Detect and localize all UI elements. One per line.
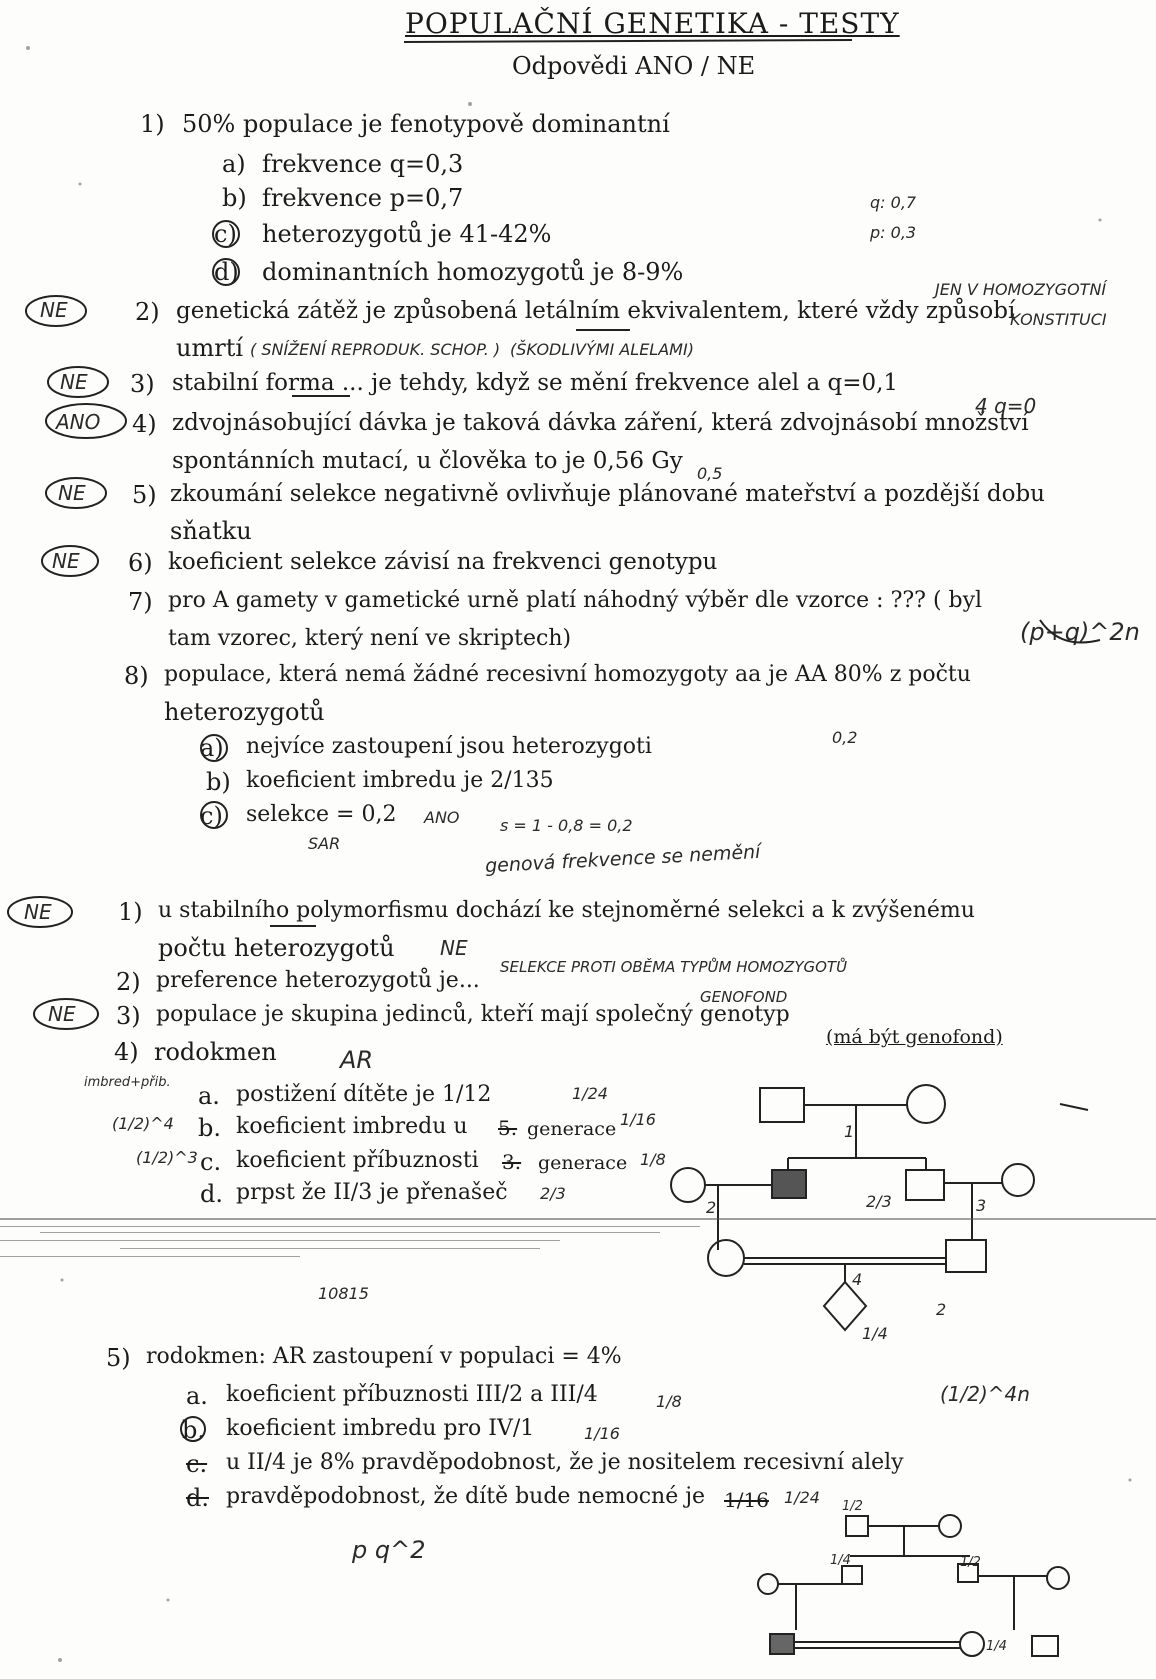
s2-q4-c-val: 1/8 — [640, 1150, 666, 1169]
s2-q5-a-label: a. — [186, 1382, 208, 1410]
ped1-label-3: 3 — [976, 1196, 987, 1215]
ped2-label-2: 1/4 — [830, 1553, 851, 1568]
s1-q8-c-label: c) — [200, 802, 223, 830]
s2-q4-ar: AR — [340, 1046, 374, 1074]
s2-q1-ne-note: NE — [440, 936, 468, 960]
s1-q1-text: 50% populace je fenotypově dominantní — [182, 110, 670, 138]
s2-q5-c-text: u II/4 je 8% pravděpodobnost, že je nositelem recesivní alely — [226, 1450, 904, 1475]
s1-q5-number: 5) — [132, 481, 157, 509]
s2-q5-side: (1/2)^4n — [940, 1382, 1030, 1406]
s2-q4-c-pow: (1/2)^3 — [136, 1148, 198, 1167]
s1-q3-ne-mark: NE — [60, 370, 88, 394]
ped1-gen2-male — [906, 1170, 944, 1200]
s1-q6-text: koeficient selekce závisí na frekvenci genotypu — [168, 549, 718, 575]
ped1-gen2-right-female — [1002, 1164, 1034, 1196]
s2-q1-number: 1) — [118, 898, 143, 926]
s2-q5-pq: p q^2 — [352, 1536, 426, 1564]
s1-q8-number: 8) — [124, 662, 149, 690]
s2-q3-number: 3) — [116, 1002, 141, 1030]
s1-q4-cont: spontánních mutací, u člověka to je 0,56 Gy — [172, 448, 683, 474]
s2-q4-number: 4) — [114, 1038, 139, 1066]
s1-q1-b-text: frekvence p=0,7 — [262, 184, 464, 212]
s2-q5-c-label: c. — [186, 1450, 208, 1478]
ped1-label-5: 2 — [936, 1300, 947, 1319]
s2-q5-b-val: 1/16 — [584, 1424, 620, 1443]
s1-q1-c-circle — [213, 221, 239, 247]
pedigree-1 — [671, 1085, 1034, 1330]
s1-q2-side2: KONSTITUCI — [1010, 310, 1107, 329]
s1-q5-cont: sňatku — [170, 517, 252, 545]
s2-q5-a-val: 1/8 — [656, 1392, 682, 1411]
s1-q2-cont: umrtí — [176, 334, 244, 362]
s1-q8-text: populace, která nemá žádné recesivní homozygoty aa je AA 80% z počtu — [164, 662, 971, 687]
s2-q4-a-text: postižení dítěte je 1/12 — [236, 1082, 492, 1107]
s2-q2-note2: GENOFOND — [700, 988, 788, 1006]
s1-q4-number: 4) — [132, 410, 157, 438]
ped1-gen3-female — [708, 1240, 744, 1276]
s1-q8-calc: s = 1 - 0,8 = 0,2 — [500, 816, 633, 835]
s2-q2-number: 2) — [116, 968, 141, 996]
s1-q5-ne-mark: NE — [58, 481, 86, 505]
page-subtitle: Odpovědi ANO / NE — [512, 52, 756, 80]
s2-q5-a-text: koeficient příbuznosti III/2 a III/4 — [226, 1382, 598, 1407]
s1-q8-a-label: a) — [200, 734, 224, 762]
s2-q4-d-val: 2/3 — [540, 1184, 566, 1203]
s2-q1-ne-circle — [8, 897, 72, 927]
s2-q4-d-label: d. — [200, 1180, 223, 1208]
s2-q5-d-text: pravděpodobnost, že dítě bude nemocné je — [226, 1484, 706, 1509]
s1-q1-b-label: b) — [222, 184, 247, 212]
s1-q1-c-label: c) — [214, 220, 237, 248]
s1-q8-val: 0,2 — [832, 728, 858, 747]
s1-q2-text: genetická zátěž je způsobená letálním ekvivalentem, které vždy způsobí — [176, 298, 1016, 324]
s1-q8-c-text: selekce = 0,2 — [246, 802, 397, 827]
s1-q8-sar: SAR — [308, 834, 341, 853]
s1-q2-paren1: ( SNÍŽENÍ REPRODUK. SCHOP. ) — [250, 340, 501, 359]
s1-q1-a-label: a) — [222, 150, 246, 178]
s2-q4-foot: 10815 — [318, 1284, 369, 1303]
ped1-gen1-male — [760, 1088, 804, 1122]
s1-q2-ne-circle — [26, 296, 86, 326]
s2-q5-d-val: 1/24 — [784, 1488, 820, 1507]
title-underline — [404, 40, 852, 42]
s2-q5-b-text: koeficient imbredu pro IV/1 — [226, 1416, 535, 1441]
s2-q4-c-tail: generace — [538, 1152, 628, 1174]
s1-q3-text: stabilní forma ... je tehdy, když se mění frekvence alel a q=0,1 — [172, 370, 899, 396]
s1-q8-cont: heterozygotů — [164, 698, 325, 726]
s1-q7-number: 7) — [128, 588, 153, 616]
s1-q3-side: 4 q=0 — [975, 394, 1037, 418]
ped1-gen2-affected-male — [772, 1170, 806, 1198]
s1-q2-ne-mark: NE — [40, 298, 68, 322]
ped2-label-1: 1/2 — [842, 1499, 863, 1514]
s1-q8-note: genová frekvence se nemění — [484, 840, 761, 878]
s2-q4-c-strike: 3. — [502, 1150, 522, 1174]
s2-q4-b-text: koeficient imbredu u — [236, 1114, 468, 1139]
s1-q4-ano-circle — [46, 404, 126, 438]
s2-q2-note1: SELEKCE PROTI OBĚMA TYPŮM HOMOZYGOTŮ — [500, 958, 848, 976]
scan-noise — [0, 46, 1156, 1662]
s1-q2-paren2: (ŠKODLIVÝMI ALELAMI) — [510, 340, 694, 359]
s2-q4-b-strike: 5. — [498, 1116, 518, 1140]
s1-q1-number: 1) — [140, 110, 165, 138]
s2-q2-text: preference heterozygotů je... — [156, 968, 480, 993]
ped1-gen2-left-female — [671, 1168, 705, 1202]
s1-q6-ne-mark: NE — [52, 549, 80, 573]
s2-q4-side: imbred+přib. — [84, 1075, 171, 1090]
s2-q5-b-circle — [181, 1416, 205, 1444]
ped1-label-1: 1 — [844, 1122, 855, 1141]
ped1-gen4-diamond — [824, 1282, 866, 1330]
ped1-label-f2: 1/4 — [862, 1324, 888, 1343]
s2-q1-cont: počtu heterozygotů — [158, 934, 395, 962]
pedigree-2 — [758, 1515, 1069, 1656]
s2-q3-text: populace je skupina jedinců, kteří mají společný genotyp — [156, 1002, 790, 1027]
s1-q8-b-text: koeficient imbredu je 2/135 — [246, 768, 554, 793]
s2-q4-a-label: a. — [198, 1082, 220, 1110]
s1-q7-formula: (p+q)^2n — [1020, 618, 1140, 646]
s2-q3-ne-mark: NE — [48, 1002, 76, 1026]
s1-q1-q-note: q: 0,7 — [870, 193, 917, 212]
s1-q3-ne-circle — [48, 367, 108, 397]
s1-q1-d-label: d) — [214, 258, 239, 286]
ped1-gen1-female — [907, 1085, 945, 1123]
s2-q4-c-text: koeficient příbuznosti — [236, 1148, 479, 1173]
ped1-label-2: 2 — [706, 1198, 717, 1217]
s2-q4-b-pow: (1/2)^4 — [112, 1114, 174, 1133]
s2-q4-a-val: 1/24 — [572, 1084, 608, 1103]
s1-q4-ano-mark: ANO — [56, 410, 101, 434]
s1-q1-c-text: heterozygotů je 41-42% — [262, 220, 552, 248]
s2-q4-c-label: c. — [200, 1148, 222, 1176]
ped2-label-4: 1/4 — [986, 1639, 1007, 1654]
s2-q4-b-val: 1/16 — [620, 1110, 656, 1129]
s2-q5-text: rodokmen: AR zastoupení v populaci = 4% — [146, 1344, 622, 1369]
s1-q6-number: 6) — [128, 549, 153, 577]
s1-q8-ano: ANO — [424, 808, 460, 827]
s1-q1-d-circle — [213, 259, 239, 285]
s1-q7-text: pro A gamety v gametické urně platí náhodný výběr dle vzorce : ??? ( byl — [168, 588, 983, 613]
s2-q3-ne-circle — [34, 999, 98, 1029]
ped1-gen3-male — [946, 1240, 986, 1272]
s1-q4-gy: 0,5 — [697, 464, 723, 483]
s2-q3-tail: (má být genofond) — [826, 1026, 1003, 1048]
s1-q3-number: 3) — [130, 370, 155, 398]
s1-q4-text: zdvojnásobující dávka je taková dávka záření, která zdvojnásobí množství — [172, 410, 1029, 436]
s1-q6-ne-circle — [42, 546, 98, 576]
s1-q8-b-label: b) — [206, 768, 231, 796]
s2-q1-ne-mark: NE — [24, 900, 52, 924]
s1-q2-side1: JEN V HOMOZYGOTNÍ — [935, 280, 1107, 299]
ped1-label-4: 4 — [852, 1270, 863, 1289]
page-title: POPULAČNÍ GENETIKA - TESTY — [405, 7, 900, 40]
s1-q1-a-text: frekvence q=0,3 — [262, 150, 464, 178]
s1-q1-p-note: p: 0,3 — [870, 223, 917, 242]
s1-q1-d-text: dominantních homozygotů je 8-9% — [262, 258, 684, 286]
s2-q5-b-label: b. — [182, 1416, 205, 1444]
s2-q5-number: 5) — [106, 1344, 131, 1372]
s2-q4-d-text: prpst že II/3 je přenašeč — [236, 1180, 508, 1205]
s2-q4-b-label: b. — [198, 1114, 221, 1142]
s2-q5-d-strike: 1/16 — [724, 1488, 769, 1512]
s1-q2-number: 2) — [135, 298, 160, 326]
s1-q8-a-circle — [201, 735, 227, 761]
s2-q1-text: u stabilního polymorfismu dochází ke stejnoměrné selekci a k zvýšenému — [158, 898, 975, 923]
s1-q5-ne-circle — [46, 478, 106, 508]
s1-q7-cont: tam vzorec, který není ve skriptech) — [168, 626, 572, 651]
s2-q4-b-tail: generace — [527, 1118, 617, 1140]
s2-q4-text: rodokmen — [154, 1038, 277, 1066]
s2-q5-d-label: d. — [186, 1484, 209, 1512]
s1-q5-text: zkoumání selekce negativně ovlivňuje plánované mateřství a pozdější dobu — [170, 481, 1045, 507]
ped1-label-f1: 2/3 — [866, 1192, 892, 1211]
s1-q8-a-text: nejvíce zastoupení jsou heterozygoti — [246, 734, 652, 759]
ped2-label-3: 1/2 — [960, 1555, 981, 1570]
s1-q8-c-circle — [201, 802, 227, 828]
